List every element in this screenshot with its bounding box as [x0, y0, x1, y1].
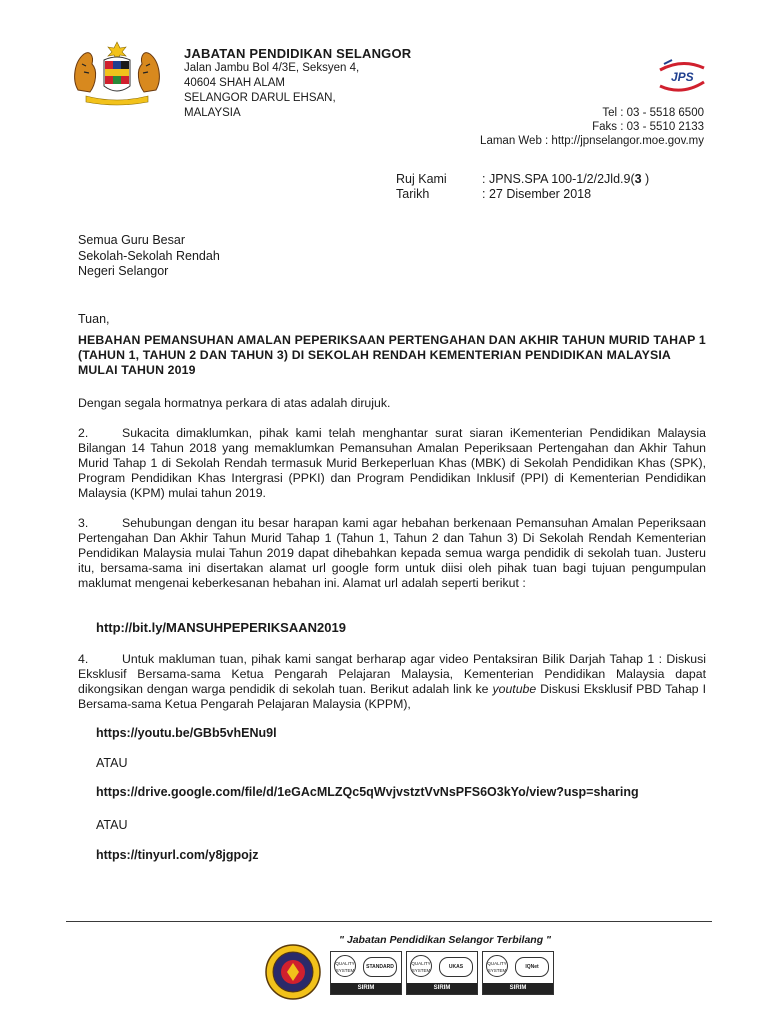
cert-badge [482, 951, 554, 995]
address-line: MALAYSIA [184, 107, 241, 119]
org-address-block [184, 46, 411, 121]
cert-badge [406, 951, 478, 995]
address-line: Jalan Jambu Bol 4/3E, Seksyen 4, [184, 62, 360, 74]
quality-system-icon: QUALITY SYSTEM [334, 955, 356, 977]
recipient-line: Semua Guru Besar [78, 233, 185, 247]
tinyurl-link[interactable]: https://tinyurl.com/y8jgpojz [96, 848, 259, 862]
address-line: SELANGOR DARUL EHSAN, [184, 92, 336, 104]
footer-motto: " Jabatan Pendidikan Selangor Terbilang " [338, 934, 552, 946]
paragraph-2: 2. Sukacita dimaklumkan, pihak kami telah menghantar surat siaran iKementerian Pendidikan Malaysia Bilangan 14 Tahun 2018 yang memaklumkan Pemansuhan Amalan Peperiksaan Pertengahan dan Akhir Tahun Murid Tahap 1 di Sekolah Rendah termasuk Murid Berkeperluan Khas (MBK) di Sekolah Pendidikan Khas (SPK), Program Pendidikan Khas Intergrasi (PPKI) dan Program Pendidikan Inklusif (PPI) di Kementerian Pendidikan Malaysia (KPM) mulai tahun 2019. [78, 426, 706, 500]
quality-system-icon: QUALITY SYSTEM [410, 955, 432, 977]
sirim-label: SIRIM [483, 983, 553, 994]
letter-subject: HEBAHAN PEMANSUHAN AMALAN PEPERIKSAAN PERTENGAHAN DAN AKHIR TAHUN MURID TAHAP 1 (TAHUN 1, TAHUN 2 DAN TAHUN 3) DI SEKOLAH RENDAH KEMENTERIAN PENDIDIKAN MALAYSIA MULAI TAHUN 2019 [78, 333, 706, 377]
tarikh-label: Tarikh [396, 187, 430, 201]
sirim-label: SIRIM [407, 983, 477, 994]
malaysia-crest-icon [68, 40, 166, 106]
cert-mark: UKAS [439, 957, 473, 977]
youtube-link[interactable]: https://youtu.be/GBb5vhENu9l [96, 726, 277, 740]
atau-text: ATAU [96, 756, 128, 770]
google-form-link[interactable]: http://bit.ly/MANSUHPEPERIKSAAN2019 [96, 620, 346, 635]
atau-text: ATAU [96, 818, 128, 832]
recipient-line: Sekolah-Sekolah Rendah [78, 248, 220, 263]
ruj-value: : JPNS.SPA 100-1/2/2Jld.9(3 ) [482, 172, 650, 186]
certification-badges [330, 951, 554, 1005]
cert-mark: IQNet [515, 957, 549, 977]
ruj-label: Ruj Kami [396, 172, 447, 186]
paragraph-3: 3. Sehubungan dengan itu besar harapan kami agar hebahan berkenaan Pemansuhan Amalan Peperiksaan Pertengahan Dan Akhir Tahun Murid Tahap 1 (Tahun 1, Tahun 2 dan Tahun 3) Di Sekolah Rendah Kementerian Pendidikan Malaysia mulai Tahun 2019 dapat dihebahkan kepada semua warga pendidik di sekolah tuan. Justeru itu, bersama-sama ini disertakan alamat url google form untuk diisi oleh pihak tuan bagi tujuan pengumpulan maklumat mengenai keberkesanan hebahan ini. Alamat url adalah seperti berikut : [78, 516, 706, 590]
reference-block [396, 172, 649, 202]
sirim-label: SIRIM [331, 983, 401, 994]
cert-mark: STANDARD [363, 957, 397, 977]
paragraph-4: 4. Untuk makluman tuan, pihak kami sangat berharap agar video Pentaksiran Bilik Darjah Tahap 1 : Diskusi Eksklusif Bersama-sama Ketua Pengarah Pelajaran Malaysia, Kementerian Pendidikan Malaysia dapat dikongsikan dengan warga pendidik di sekolah tuan. Berikut adalah link ke youtube Diskusi Eksklusif PBD Tahap I Bersama-sama Ketua Pengarah Pelajaran Malaysia (KPPM), [78, 652, 706, 711]
salutation: Tuan, [78, 312, 110, 326]
recipient-line: Negeri Selangor [78, 264, 169, 278]
jps-logo-text: JPS [671, 70, 694, 84]
google-drive-link[interactable]: https://drive.google.com/file/d/1eGAcMLZQc5qWvjvstztVvNsPFS6O3kYo/view?usp=sharing [96, 785, 639, 799]
telephone: Tel : 03 - 5518 6500 [602, 107, 704, 119]
tarikh-value: : 27 Disember 2018 [482, 187, 592, 201]
website: Laman Web : http://jpnselangor.moe.gov.my [480, 135, 704, 147]
jps-seal-icon [264, 943, 322, 1001]
contact-block [480, 106, 704, 148]
recipient-block [78, 233, 220, 280]
cert-badge [330, 951, 402, 995]
footer-divider [66, 921, 712, 922]
org-name: JABATAN PENDIDIKAN SELANGOR [184, 46, 412, 61]
quality-system-icon: QUALITY SYSTEM [486, 955, 508, 977]
address-line: 40604 SHAH ALAM [184, 77, 286, 89]
opening-line: Dengan segala hormatnya perkara di atas adalah dirujuk. [78, 396, 391, 410]
jps-logo [654, 56, 710, 96]
fax: Faks : 03 - 5510 2133 [592, 121, 704, 133]
